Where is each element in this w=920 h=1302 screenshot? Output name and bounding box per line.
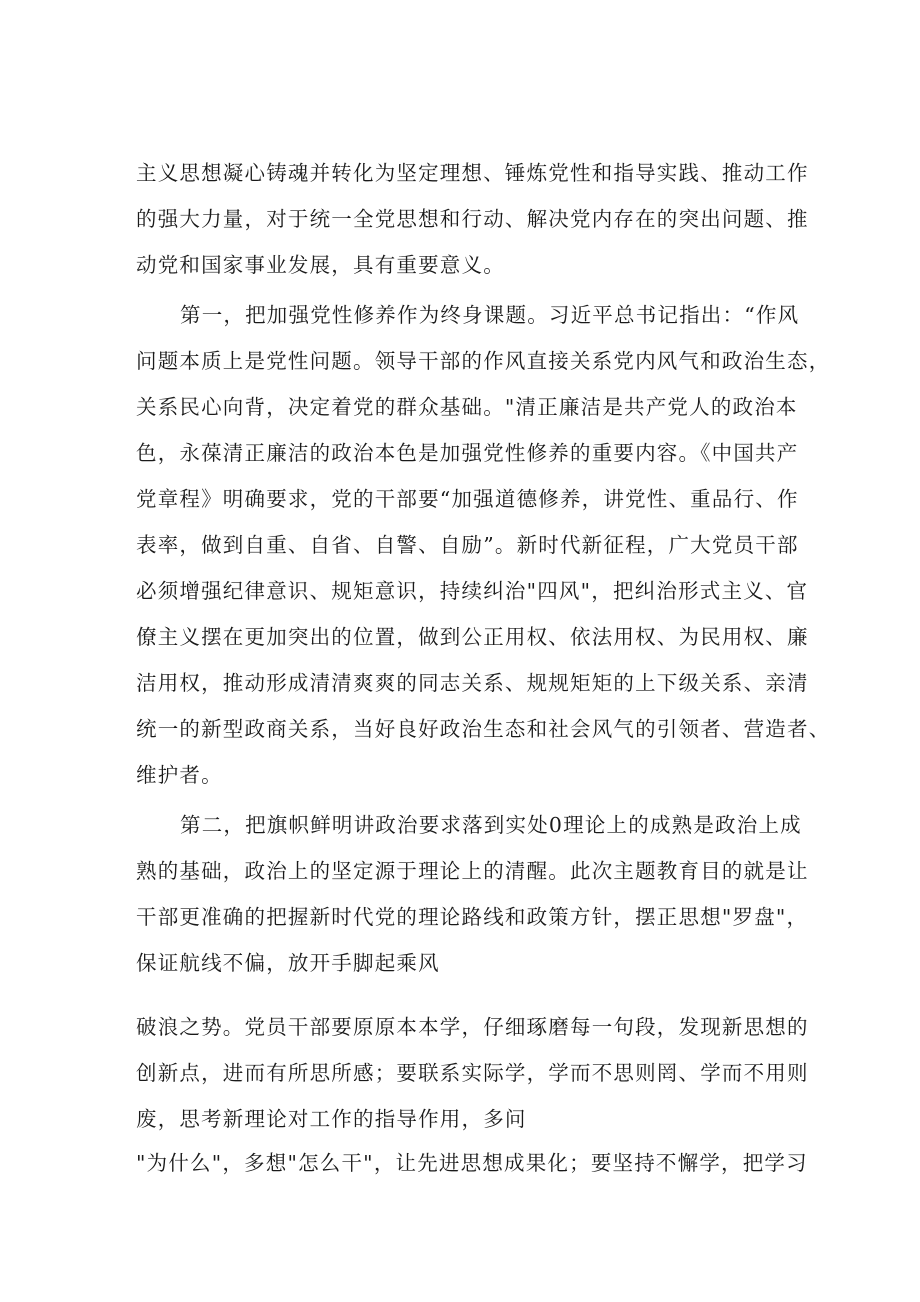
text-line: 必须增强纪律意识、规矩意识，持续纠治"四风"，把纠治形式主义、官	[136, 579, 809, 603]
text-line: 的强大力量，对于统一全党思想和行动、解决党内存在的突出问题、推	[136, 207, 809, 231]
text-line: 统一的新型政商关系，当好良好政治生态和社会风气的引领者、营造者、	[136, 717, 831, 741]
text-line: 熟的基础，政治上的坚定源于理论上的清醒。此次主题教育目的就是让	[136, 859, 809, 883]
text-line: 创新点，进而有所思所感；要联系实际学，学而不思则罔、学而不用则	[136, 1061, 809, 1085]
paragraph-first-line: 第二，把旗帜鲜明讲政治要求落到实处0理论上的成熟是政治上成	[180, 813, 802, 837]
text-line: 僚主义摆在更加突出的位置，做到公正用权、依法用权、为民用权、廉	[136, 625, 809, 649]
text-line: 问题本质上是党性问题。领导干部的作风直接关系党内风气和政治生态，	[136, 349, 831, 373]
text-line: 破浪之势。党员干部要原原本本学，仔细琢磨每一句段，发现新思想的	[136, 1015, 809, 1039]
text-line: 关系民心向背，决定着党的群众基础。"清正廉洁是共产党人的政治本	[136, 395, 798, 419]
text-line: 动党和国家事业发展，具有重要意义。	[136, 253, 505, 277]
text-line: 废，思考新理论对工作的指导作用，多问	[136, 1107, 527, 1131]
text-line: 洁用权，推动形成清清爽爽的同志关系、规规矩矩的上下级关系、亲清	[136, 671, 809, 695]
text-line: 干部更准确的把握新时代党的理论路线和政策方针，摆正思想"罗盘"，	[136, 905, 809, 929]
text-line: 色，永葆清正廉洁的政治本色是加强党性修养的重要内容。《中国共产	[136, 441, 799, 465]
paragraph-first-line: 第一，把加强党性修养作为终身课题。习近平总书记指出：“作风	[180, 303, 800, 327]
text-line: 保证航线不偏，放开手脚起乘风	[136, 951, 440, 975]
text-line: 表率，做到自重、自省、自警、自励”。新时代新征程，广大党员干部	[136, 533, 799, 557]
text-line: 主义思想凝心铸魂并转化为坚定理想、锤炼党性和指导实践、推动工作	[136, 161, 809, 185]
text-line: "为什么"，多想"怎么干"，让先进思想成果化；要坚持不懈学，把学习	[136, 1151, 808, 1175]
text-line: 维护者。	[136, 763, 223, 787]
text-line: 党章程》明确要求，党的干部要“加强道德修养，讲党性、重品行、作	[136, 487, 799, 511]
